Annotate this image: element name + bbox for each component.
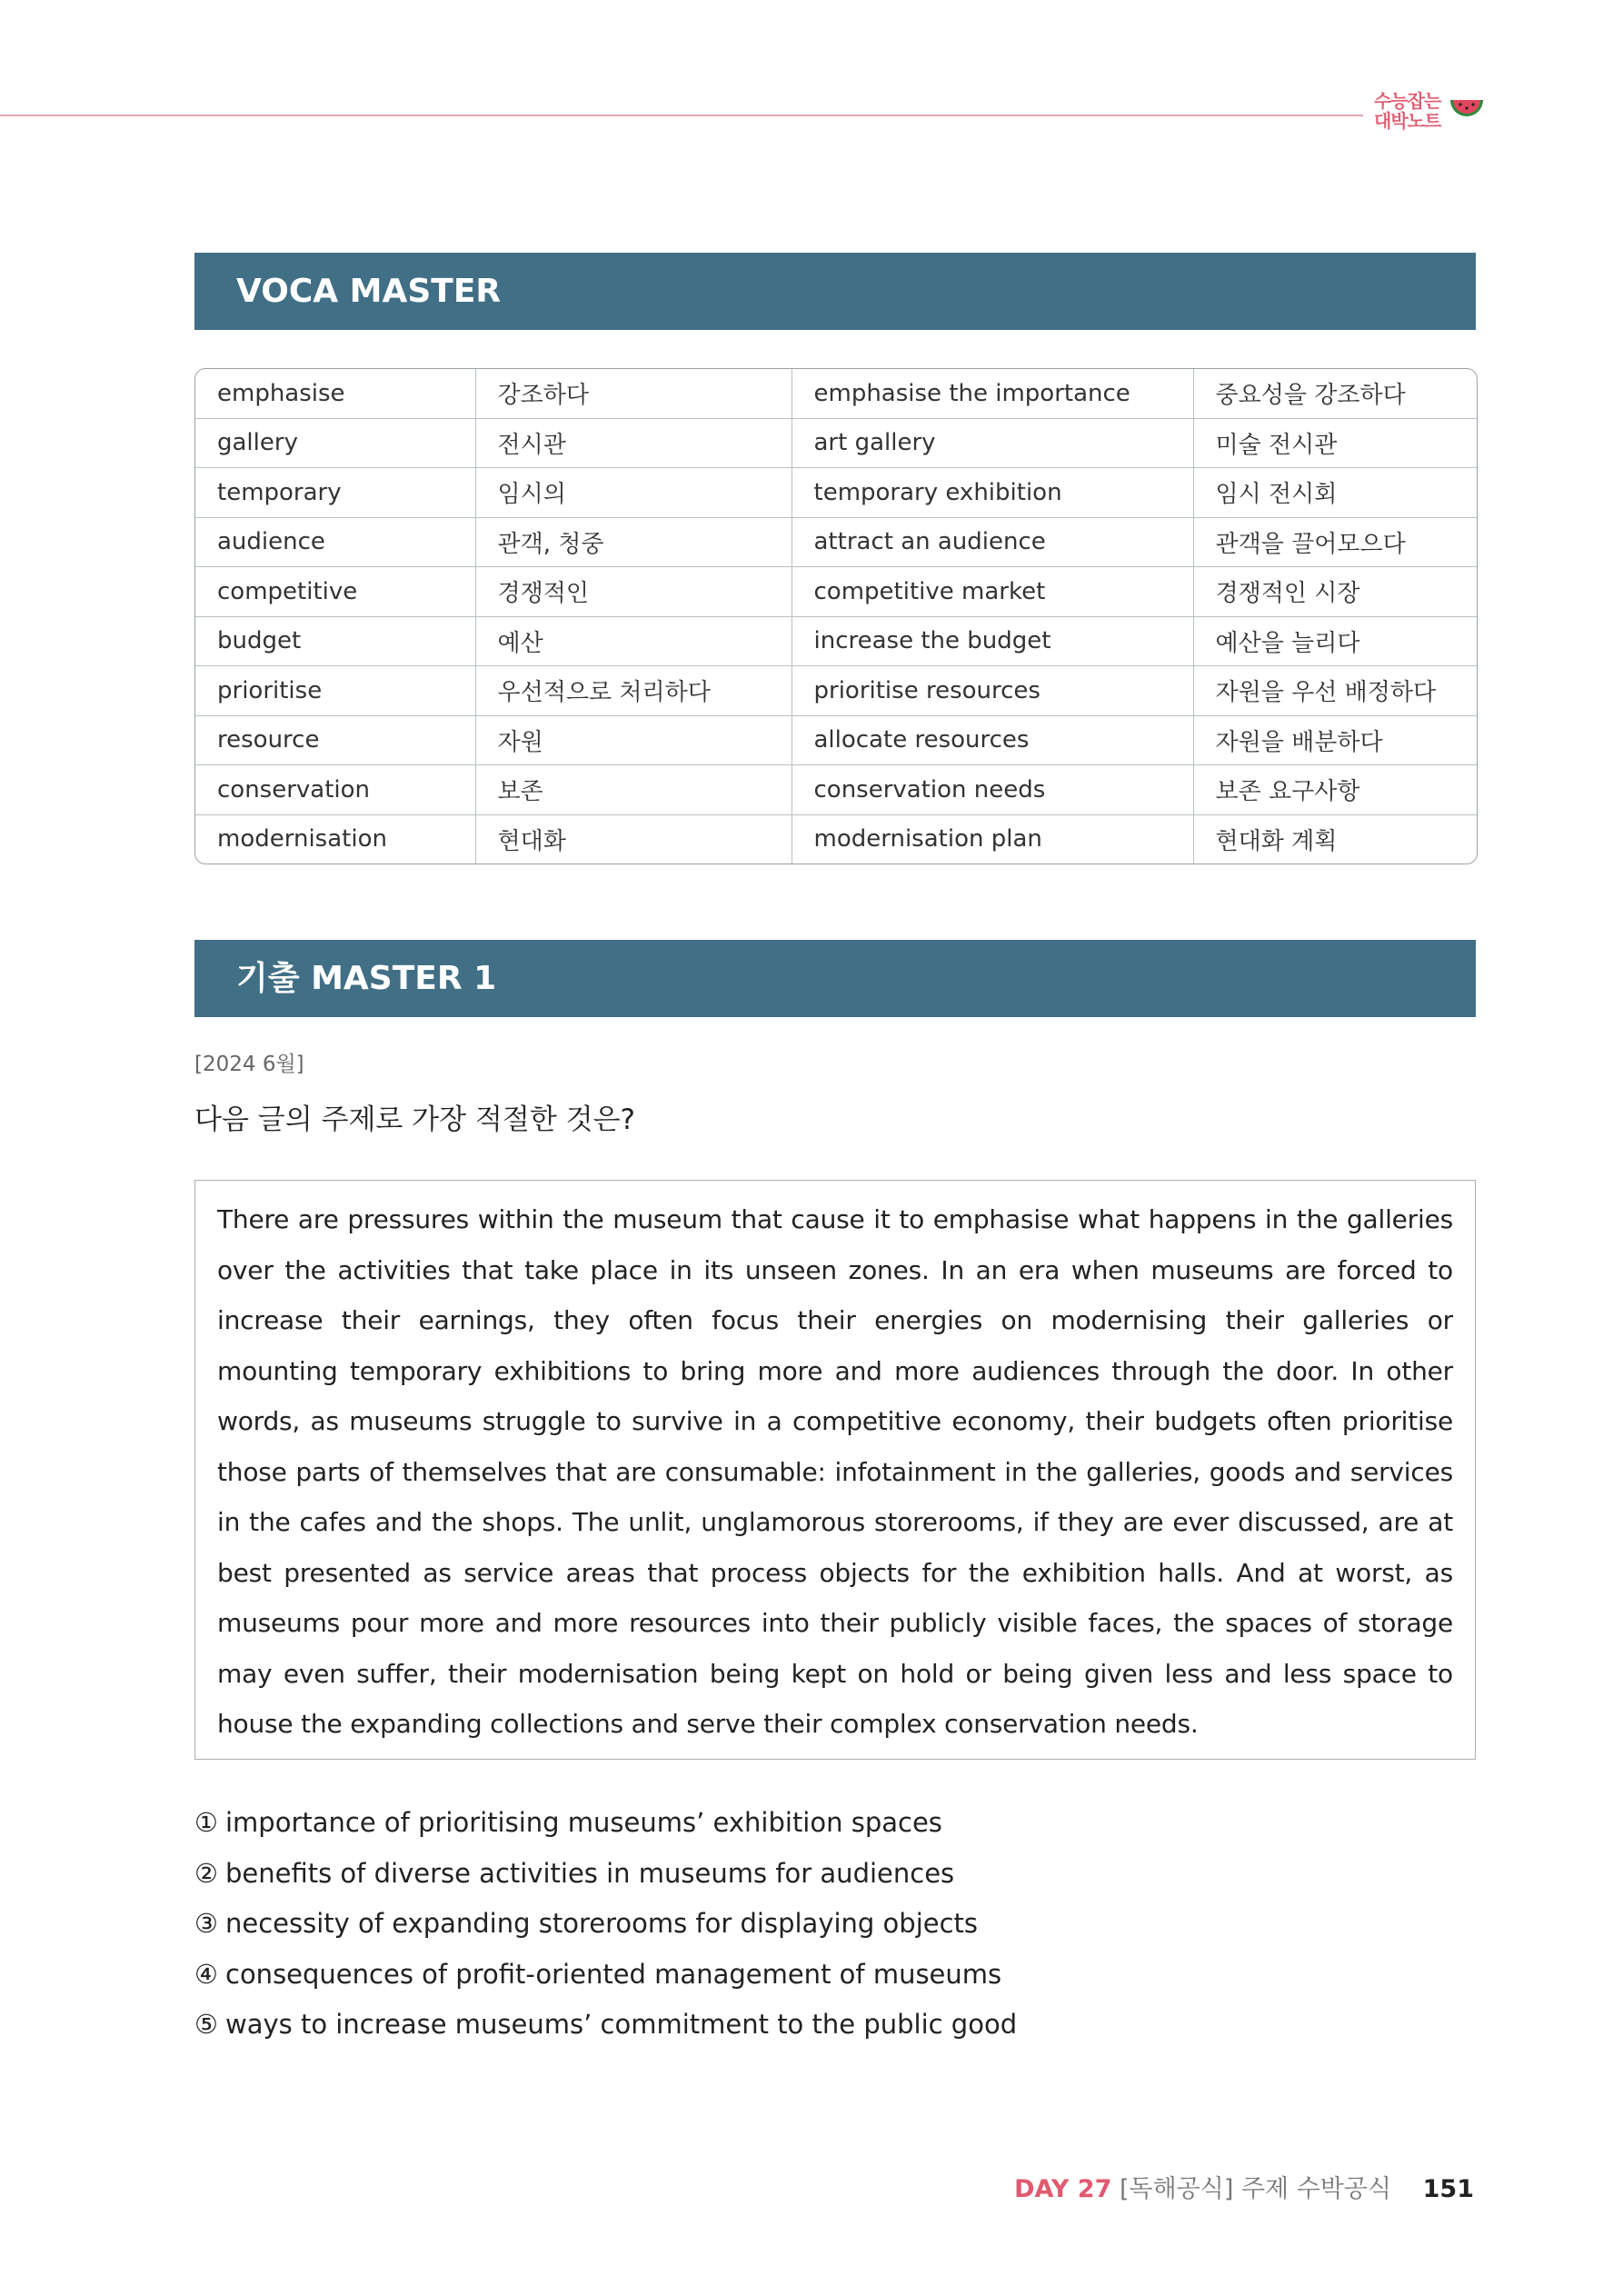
vocab-word: gallery bbox=[195, 418, 475, 468]
vocab-meaning: 경쟁적인 bbox=[475, 567, 792, 617]
vocab-meaning: 예산 bbox=[475, 616, 792, 666]
vocab-meaning: 현대화 bbox=[475, 814, 792, 863]
option-text: consequences of profit-oriented management of museums bbox=[225, 1958, 1002, 1990]
header-rule bbox=[0, 115, 1363, 116]
option-number: ③ bbox=[194, 1908, 218, 1939]
vocab-meaning: 임시의 bbox=[475, 468, 792, 518]
vocab-phrase-meaning: 경쟁적인 시장 bbox=[1193, 567, 1477, 617]
vocabulary-row bbox=[195, 468, 1477, 518]
vocab-word: conservation bbox=[195, 765, 475, 815]
answer-option[interactable] bbox=[194, 1849, 1017, 1900]
option-number: ④ bbox=[194, 1958, 218, 1990]
answer-options bbox=[194, 1798, 1017, 2051]
exam-source: [2024 6월] bbox=[194, 1053, 304, 1076]
answer-option[interactable] bbox=[194, 1950, 1017, 2001]
voca-master-header: VOCA MASTER bbox=[194, 253, 1476, 330]
vocab-word: budget bbox=[195, 616, 475, 666]
vocabulary-row bbox=[195, 666, 1477, 716]
reading-passage bbox=[194, 1180, 1476, 1760]
vocabulary-row bbox=[195, 369, 1477, 418]
vocab-meaning: 관객, 청중 bbox=[475, 517, 792, 567]
vocabulary-table bbox=[194, 368, 1478, 864]
brand-logo bbox=[1374, 87, 1492, 151]
option-text: benefits of diverse activities in museums for audiences bbox=[225, 1857, 955, 1889]
vocab-phrase-meaning: 자원을 우선 배정하다 bbox=[1193, 666, 1477, 716]
vocab-phrase-meaning: 중요성을 강조하다 bbox=[1193, 369, 1477, 418]
vocab-phrase: modernisation plan bbox=[792, 814, 1193, 863]
vocab-phrase: prioritise resources bbox=[792, 666, 1193, 716]
vocab-phrase: conservation needs bbox=[792, 765, 1193, 815]
logo-text bbox=[1374, 91, 1440, 131]
vocab-meaning: 전시관 bbox=[475, 418, 792, 468]
option-text: ways to increase museums’ commitment to the public good bbox=[225, 2009, 1018, 2040]
footer-day: DAY 27 bbox=[1014, 2175, 1112, 2203]
page-footer bbox=[1014, 2169, 1474, 2204]
vocab-word: audience bbox=[195, 517, 475, 567]
vocabulary-row bbox=[195, 765, 1477, 815]
option-text: importance of prioritising museums’ exhibition spaces bbox=[225, 1807, 942, 1838]
watermelon-icon bbox=[1449, 95, 1485, 131]
vocab-phrase: increase the budget bbox=[792, 616, 1193, 666]
vocab-word: prioritise bbox=[195, 666, 475, 716]
vocab-word: temporary bbox=[195, 468, 475, 518]
vocab-word: competitive bbox=[195, 567, 475, 617]
question-prompt: 다음 글의 주제로 가장 적절한 것은? bbox=[194, 1103, 635, 1136]
vocabulary-row bbox=[195, 715, 1477, 765]
vocab-meaning: 강조하다 bbox=[475, 369, 792, 418]
answer-option[interactable] bbox=[194, 1798, 1017, 1849]
vocab-meaning: 우선적으로 처리하다 bbox=[475, 666, 792, 716]
vocabulary-row bbox=[195, 616, 1477, 666]
option-number: ② bbox=[194, 1857, 218, 1889]
vocab-phrase: competitive market bbox=[792, 567, 1193, 617]
vocab-phrase-meaning: 미술 전시관 bbox=[1193, 418, 1477, 468]
vocab-phrase: temporary exhibition bbox=[792, 468, 1193, 518]
vocab-word: emphasise bbox=[195, 369, 475, 418]
answer-option[interactable] bbox=[194, 1899, 1017, 1950]
vocab-word: modernisation bbox=[195, 814, 475, 863]
vocab-meaning: 자원 bbox=[475, 715, 792, 765]
passage-text: There are pressures within the museum that cause it to emphasise what happens in the galleries over the activities that take place in its unseen zones. In an era when museums are forced to increase their earnings, they often focus their energies on modernising their galleries or mounting temporary exhibitions to bring more and more audiences through the door. In other words, as museums struggle to survive in a competitive economy, their budgets often prioritise those parts of themselves that are consumable: infotainment in the galleries, goods and services in the cafes and the shops. The unlit, unglamorous storerooms, if they are ever discussed, are at best presented as service areas that process objects for the exhibition halls. And at worst, as museums pour more and more resources into their publicly visible faces, the spaces of storage may even suffer, their modernisation being kept on hold or being given less and less space to house the expanding collections and serve their complex conservation needs. bbox=[217, 1204, 1453, 1739]
vocab-phrase: allocate resources bbox=[792, 715, 1193, 765]
logo-line-2: 대박노트 bbox=[1374, 110, 1441, 132]
vocab-phrase-meaning: 예산을 늘리다 bbox=[1193, 616, 1477, 666]
vocab-phrase: art gallery bbox=[792, 418, 1193, 468]
logo-line-1: 수능잡는 bbox=[1374, 90, 1441, 112]
vocabulary-row bbox=[195, 567, 1477, 617]
vocab-phrase-meaning: 현대화 계획 bbox=[1215, 827, 1338, 855]
vocab-phrase-meaning: 자원을 배분하다 bbox=[1193, 715, 1477, 765]
option-number: ⑤ bbox=[194, 2009, 218, 2040]
option-number: ① bbox=[194, 1807, 218, 1838]
vocab-phrase: emphasise the importance bbox=[792, 369, 1193, 418]
vocab-phrase-meaning: 임시 전시회 bbox=[1193, 468, 1477, 518]
exam-master-header: 기출 MASTER 1 bbox=[194, 940, 1476, 1017]
vocab-word: resource bbox=[195, 715, 475, 765]
vocab-phrase-meaning: 보존 요구사항 bbox=[1193, 765, 1477, 815]
vocab-meaning: 보존 bbox=[475, 765, 792, 815]
vocabulary-row bbox=[195, 418, 1477, 468]
option-text: necessity of expanding storerooms for displaying objects bbox=[225, 1908, 979, 1939]
footer-title: [독해공식] 주제 수박공식 bbox=[1119, 2175, 1392, 2203]
vocab-phrase: attract an audience bbox=[792, 517, 1193, 567]
vocabulary-row bbox=[195, 517, 1477, 567]
vocabulary-row bbox=[195, 814, 1477, 863]
page-number: 151 bbox=[1422, 2175, 1474, 2203]
vocab-phrase-meaning: 관객을 끌어모으다 bbox=[1193, 517, 1477, 567]
answer-option[interactable] bbox=[194, 2000, 1017, 2051]
